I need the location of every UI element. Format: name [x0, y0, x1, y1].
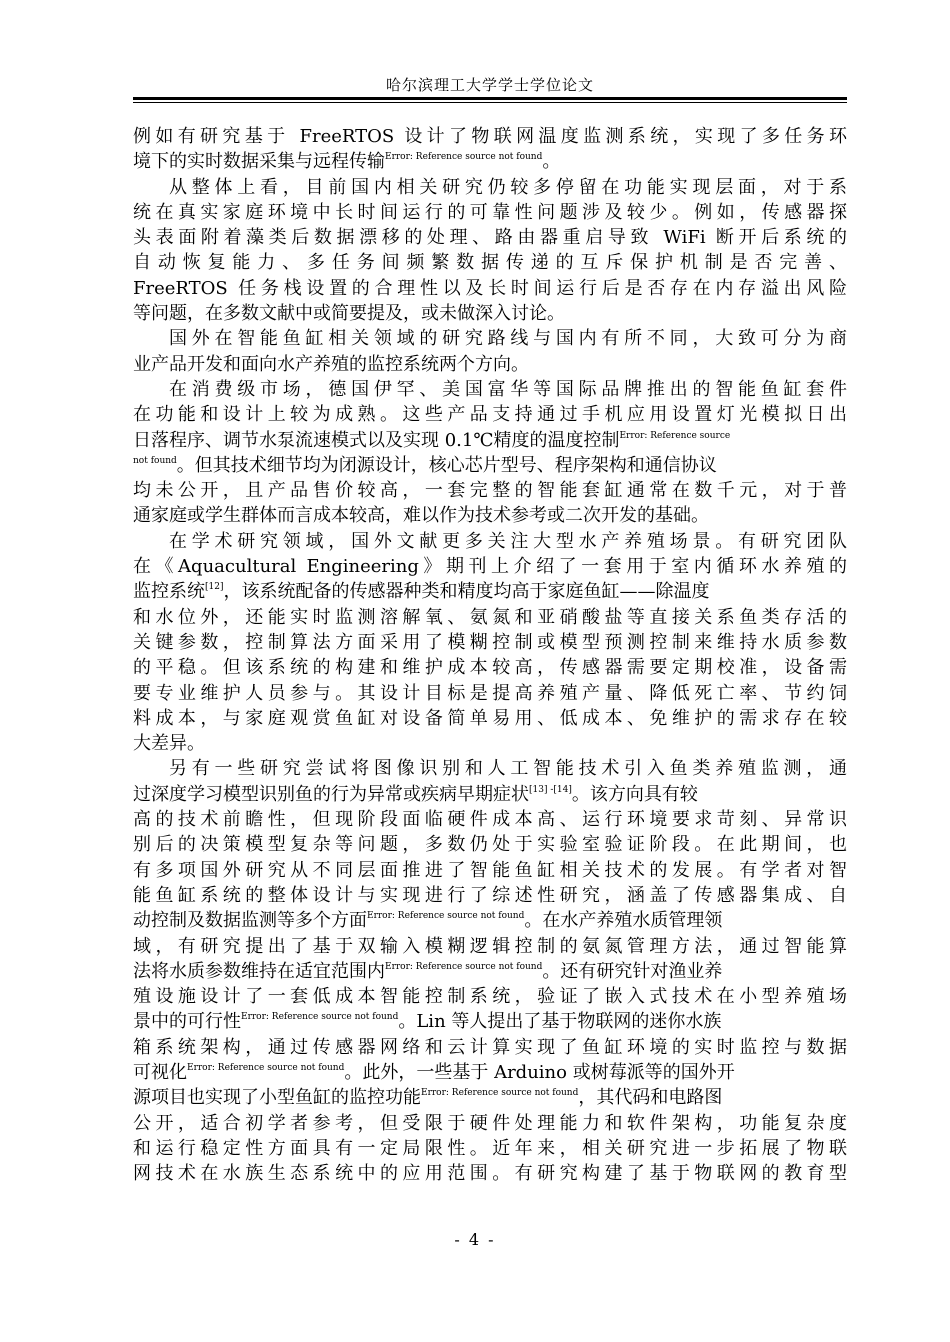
citation-superscript: Error: Reference source not found — [385, 152, 543, 163]
text-line — [133, 428, 847, 453]
line-text: 有多项国外研究从不同层面推进了智能鱼缸相关技术的发展。有学者对智 — [133, 859, 847, 881]
text-line — [133, 630, 847, 655]
citation-superscript: [13] -[14] — [529, 784, 572, 795]
line-text: 域，有研究提出了基于双输入模糊逻辑控制的氨氮管理方法，通过智能算 — [133, 935, 847, 957]
line-text: 境下的实时数据采集与远程传输 — [133, 151, 385, 173]
line-text-after: 。Lin 等人提出了基于物联网的迷你水族 — [398, 1011, 722, 1033]
text-line — [133, 706, 847, 731]
citation-superscript: Error: Reference source not found — [421, 1088, 579, 1099]
line-text: 日落程序、调节水泵流速模式以及实现 0.1℃精度的温度控制 — [133, 429, 620, 451]
line-text: 均未公开，且产品售价较高，一套完整的智能套缸通常在数千元，对于普 — [133, 480, 847, 502]
line-text: 可视化 — [133, 1061, 187, 1083]
text-line — [133, 579, 847, 604]
body-text — [133, 124, 847, 1186]
line-text: 和运行稳定性方面具有一定局限性。近年来，相关研究进一步拓展了物联 — [133, 1137, 847, 1159]
citation-superscript: Error: Reference source not found — [385, 961, 543, 972]
line-text: 业产品开发和面向水产养殖的监控系统两个方向。 — [133, 353, 529, 375]
line-text: 箱系统架构，通过传感器网络和云计算实现了鱼缸环境的实时监控与数据 — [133, 1036, 847, 1058]
line-text: 关键参数，控制算法方面采用了模糊控制或模型预测控制来维持水质参数 — [133, 631, 847, 653]
citation-superscript: [12] — [205, 582, 224, 593]
line-text: 自动恢复能力、多任务间频繁数据传递的互斥保护机制是否完善、 — [133, 252, 847, 274]
line-text: 景中的可行性 — [133, 1011, 241, 1033]
text-line — [133, 453, 847, 478]
line-text: 殖设施设计了一套低成本智能控制系统，验证了嵌入式技术在小型养殖场 — [133, 986, 847, 1008]
citation-superscript: not found — [133, 455, 177, 466]
line-text-after: 。 — [542, 151, 561, 173]
text-line — [133, 782, 847, 807]
text-line — [133, 1085, 847, 1110]
text-line — [133, 326, 847, 351]
line-text: FreeRTOS 任务栈设置的合理性以及长时间运行后是否存在内存溢出风险 — [133, 277, 847, 299]
text-line — [133, 832, 847, 857]
text-line — [133, 1161, 847, 1186]
line-text-after: ，该系统配备的传感器种类和精度均高于家庭鱼缸——除温度 — [223, 581, 710, 603]
text-line — [133, 731, 847, 756]
citation-superscript: Error: Reference source not found — [241, 1012, 399, 1023]
text-line — [133, 352, 847, 377]
text-line — [133, 934, 847, 959]
line-text: 统在真实家庭环境中长时间运行的可靠性问题涉及较少。例如，传感器探 — [133, 201, 847, 223]
text-line — [133, 655, 847, 680]
text-line — [133, 959, 847, 984]
line-text-after: ，其代码和电路图 — [578, 1087, 723, 1109]
line-text-after: 。该方向具有较 — [571, 783, 698, 805]
line-text: 源项目也实现了小型鱼缸的监控功能 — [133, 1087, 421, 1109]
header-rule-thick — [133, 97, 847, 100]
line-text: 头表面附着藻类后数据漂移的处理、路由器重启导致 WiFi 断开后系统的 — [133, 227, 847, 249]
text-line — [133, 276, 847, 301]
line-text: 过深度学习模型识别鱼的行为异常或疾病早期症状 — [133, 783, 529, 805]
line-text-after: 。还有研究针对渔业养 — [542, 960, 723, 982]
text-line — [133, 883, 847, 908]
line-text: 在《Aquacultural Engineering》期刊上介绍了一套用于室内循环水养殖的 — [133, 556, 847, 578]
line-text-after: 。但其技术细节均为闭源设计，核心芯片型号、程序架构和通信协议 — [176, 454, 717, 476]
line-text: 在功能和设计上较为成熟。这些产品支持通过手机应用设置灯光模拟日出 — [133, 404, 847, 426]
line-text: 通家庭或学生群体而言成本较高，难以作为技术参考或二次开发的基础。 — [133, 505, 709, 527]
line-text: 在消费级市场，德国伊罕、美国富华等国际品牌推出的智能鱼缸套件 — [169, 378, 847, 400]
line-text: 料成本，与家庭观赏鱼缸对设备简单易用、低成本、免维护的需求存在较 — [133, 707, 847, 729]
line-text: 公开，适合初学者参考，但受限于硬件处理能力和软件架构，功能复杂度 — [133, 1112, 847, 1134]
text-line — [133, 478, 847, 503]
header-rule-thin — [133, 102, 847, 103]
line-text: 要专业维护人员参与。其设计目标是提高养殖产量、降低死亡率、节约饲 — [133, 682, 847, 704]
text-line — [133, 984, 847, 1009]
text-line — [133, 605, 847, 630]
line-text: 例如有研究基于 FreeRTOS 设计了物联网温度监测系统，实现了多任务环 — [133, 126, 847, 147]
running-header: 哈尔滨理工大学学士学位论文 — [385, 76, 594, 94]
text-line — [133, 225, 847, 250]
text-line — [133, 1009, 847, 1034]
line-text: 和水位外，还能实时监测溶解氧、氨氮和亚硝酸盐等直接关系鱼类存活的 — [133, 606, 847, 628]
citation-superscript: Error: Reference source not found — [187, 1062, 345, 1073]
line-text: 法将水质参数维持在适宜范围内 — [133, 960, 385, 982]
line-text: 监控系统 — [133, 581, 205, 603]
text-line — [133, 175, 847, 200]
text-line — [133, 250, 847, 275]
line-text: 能鱼缸系统的整体设计与实现进行了综述性研究，涵盖了传感器集成、自 — [133, 884, 847, 906]
text-line — [133, 200, 847, 225]
line-text: 大差异。 — [133, 733, 205, 755]
line-text-after: 。在水产养殖水质管理领 — [524, 910, 723, 932]
line-text: 国外在智能鱼缸相关领域的研究路线与国内有所不同，大致可分为商 — [169, 328, 847, 350]
text-line — [133, 402, 847, 427]
text-line — [133, 1111, 847, 1136]
citation-superscript: Error: Reference source — [619, 430, 731, 441]
text-line — [133, 301, 847, 326]
line-text: 动控制及数据监测等多个方面 — [133, 910, 367, 932]
line-text: 在学术研究领域，国外文献更多关注大型水产养殖场景。有研究团队 — [169, 530, 847, 552]
text-line — [133, 756, 847, 781]
text-line — [133, 149, 847, 174]
text-line — [133, 681, 847, 706]
line-text: 网技术在水族生态系统中的应用范围。有研究构建了基于物联网的教育型 — [133, 1163, 847, 1185]
line-text: 别后的决策模型复杂等问题，多数仍处于实验室验证阶段。在此期间，也 — [133, 834, 847, 856]
line-text-after: 。此外，一些基于 Arduino 或树莓派等的国外开 — [344, 1061, 735, 1083]
citation-superscript: Error: Reference source not found — [367, 911, 525, 922]
line-text: 高的技术前瞻性，但现阶段面临硬件成本高、运行环境要求苛刻、异常识 — [133, 809, 847, 831]
line-text: 从整体上看，目前国内相关研究仍较多停留在功能实现层面，对于系 — [169, 176, 847, 198]
line-text: 等问题，在多数文献中或简要提及，或未做深入讨论。 — [133, 303, 565, 325]
text-line — [133, 807, 847, 832]
page-number: - 4 - — [454, 1230, 496, 1249]
text-line — [133, 503, 847, 528]
text-line — [133, 858, 847, 883]
text-line — [133, 529, 847, 554]
text-line — [133, 908, 847, 933]
text-line — [133, 1035, 847, 1060]
text-line — [133, 377, 847, 402]
text-line — [133, 1060, 847, 1085]
text-line — [133, 554, 847, 579]
text-line — [133, 124, 847, 149]
line-text: 的平稳。但该系统的构建和维护成本较高，传感器需要定期校准，设备需 — [133, 657, 847, 679]
text-line — [133, 1136, 847, 1161]
line-text: 另有一些研究尝试将图像识别和人工智能技术引入鱼类养殖监测，通 — [169, 758, 847, 780]
